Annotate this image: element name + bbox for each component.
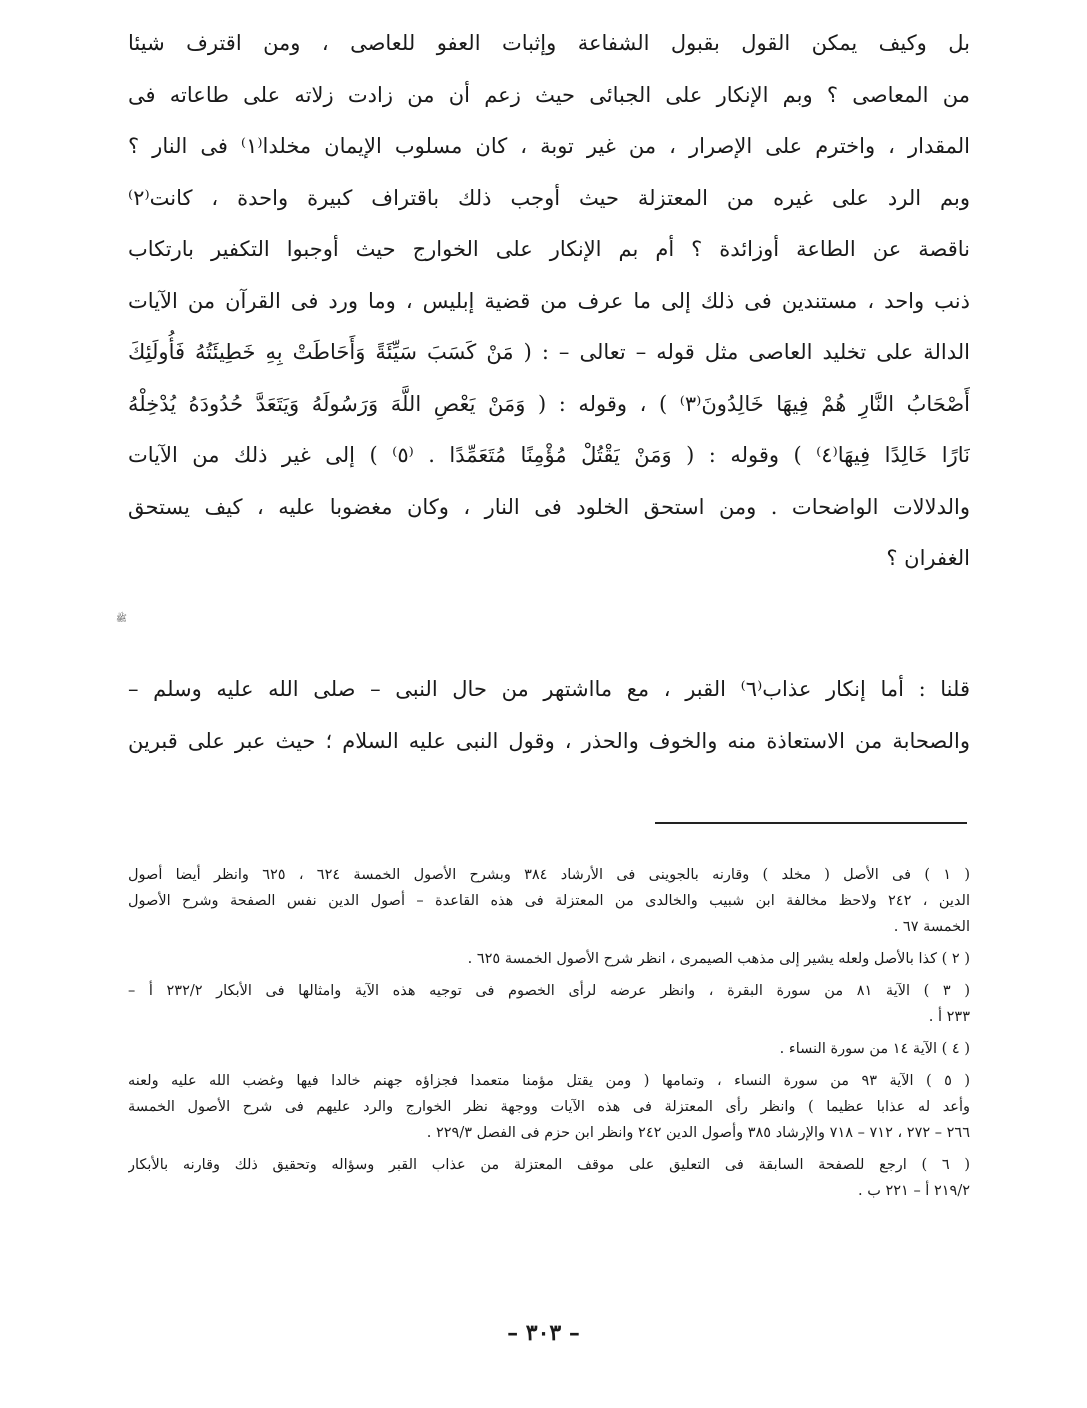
footnote-line: ( ٤ ) الآية ١٤ من سورة النساء . — [779, 1041, 970, 1057]
footnotes — [128, 862, 970, 1210]
footnote-line: ( ٦ ) ارجع للصفحة السابقة فى التعليق على موقف المعتزلة من عذاب القبر وسؤاله وتحقيق ذلك وقارنه بالأبكار — [128, 1157, 970, 1173]
footnote-1 — [128, 862, 970, 940]
body-line: الدالة على تخليد العاصى مثل قوله – تعالى – : ( مَنْ كَسَبَ سَيِّئَةً وَأَحَاطَتْ بِهِ خَطِيئَتُهُ فَأُولَئِكَ — [128, 340, 970, 364]
body-line: ذنب واحد ، مستندين فى ذلك إلى ما عرف من قضية إبليس ، وما ورد فى القرآن من الآيات — [128, 288, 970, 313]
footnote-line: ( ١ ) فى الأصل ( مخلد ) وقارنه بالجوينى فى الأرشاد ٣٨٤ وبشرح الأصول الخمسة ٦٢٤ ، ٦٢٥ وانظر أيضا أصول — [128, 867, 970, 883]
footnote-line: ٢٣٣ أ . — [928, 1009, 970, 1025]
footnote-line: ٢١٩/٢ أ – ٢٢١ ب . — [857, 1183, 970, 1199]
body-line: المقدار ، واخترم على الإصرار ، من غير توبة ، كان مسلوب الإيمان مخلدا⁽١⁾ فى النار ؟ — [128, 134, 970, 158]
margin-mark: ﷺ — [116, 614, 127, 624]
body-line: ناقصة عن الطاعة أوزائدة ؟ أم بم الإنكار على الخوارج حيث أوجبوا التكفير بارتكاب — [128, 237, 970, 261]
footnote-3 — [128, 978, 970, 1030]
body-line: الغفران ؟ — [886, 546, 970, 570]
footnote-line: ( ٥ ) الآية ٩٣ من سورة النساء ، وتمامها ( ومن يقتل مؤمنا متعمدا فجزاؤه جهنم خالدا فيها وغضب الله عليه ولعنه — [128, 1073, 970, 1089]
body-line: وبم الرد على غيره من المعتزلة حيث أوجب ذلك باقتراف كبيرة واحدة ، كانت⁽٢⁾ — [128, 185, 970, 210]
page-number: – ٣٠٣ – — [507, 1320, 580, 1346]
footnote-line: ( ٣ ) الآية ٨١ من سورة البقرة ، وانظر عرضه لرأى الخصوم فى توجيه هذه الآية وامثالها فى الأبكار ٢٣٢/٢ أ – — [128, 983, 970, 999]
body-line: بل وكيف يمكن القول بقبول الشفاعة وإثبات العفو للعاصى ، ومن اقترف شيئا — [128, 31, 970, 55]
footnote-separator — [655, 822, 967, 824]
footnote-5 — [128, 1068, 970, 1146]
body-line: والدلالات الواضحات . ومن استحق الخلود فى النار ، وكان مغضوبا عليه ، كيف يستحق — [128, 494, 970, 519]
footnote-line: ٢٦٦ – ٢٧٢ ، ٧١٢ – ٧١٨ والإرشاد ٣٨٥ وأصول الدين ٢٤٢ وانظر ابن حزم فى الفصل ٢٢٩/٣ . — [426, 1125, 970, 1141]
footnote-4 — [128, 1036, 970, 1062]
footnote-line: ( ٢ ) كذا بالأصل ولعله يشير إلى مذهب الصيمرى ، انظر شرح الأصول الخمسة ٦٢٥ . — [467, 951, 970, 967]
footnote-line: الخمسة ٦٧ . — [893, 919, 970, 935]
second-paragraph — [128, 664, 970, 767]
footnote-line: وأعد له عذابا عظيما ) وانظر رأى المعتزلة فى هذه الآيات ووجهة نظر الخوارج والرد عليهم فى شرح الأصول الخمسة — [128, 1099, 970, 1115]
footnote-2 — [128, 946, 970, 972]
footnote-line: الدين ، ٢٤٢ ولاحظ مخالفة ابن شبيب والخالدى من المعتزلة فى هذه القاعدة – أصول الدين نفس الصفحة وشرح الأصول — [128, 893, 970, 909]
body-line: أَصْحَابُ النَّارِ هُمْ فِيهَا خَالِدُونَ⁽٣⁾ ) ، وقوله : ( وَمَنْ يَعْصِ اللَّهَ وَرَسُولَهُ وَيَتَعَدَّ حُدُودَهُ يُدْخِلْهُ — [128, 391, 970, 416]
footnote-6 — [128, 1152, 970, 1204]
body-line: من المعاصى ؟ وبم الإنكار على الجبائى حيث زعم أن من زادت زلاته على طاعاته فى — [128, 82, 970, 107]
body-line: والصحابة من الاستعاذة منه والخوف والحذر ، وقول النبى عليه السلام ؛ حيث عبر على قبرين — [128, 728, 970, 753]
main-body-text — [128, 18, 970, 585]
body-line: نَارًا خَالِدًا فِيهَا⁽٤⁾ ) وقوله : ( وَمَنْ يَقْتُلْ مُؤْمِنًا مُتَعَمِّدًا . ⁽٥⁾ ) إلى غير ذلك من الآيات — [128, 443, 970, 467]
body-line: قلنا : أما إنكار عذاب⁽٦⁾ القبر ، مع مااشتهر من حال النبى – صلى الله عليه وسلم – — [128, 677, 970, 701]
